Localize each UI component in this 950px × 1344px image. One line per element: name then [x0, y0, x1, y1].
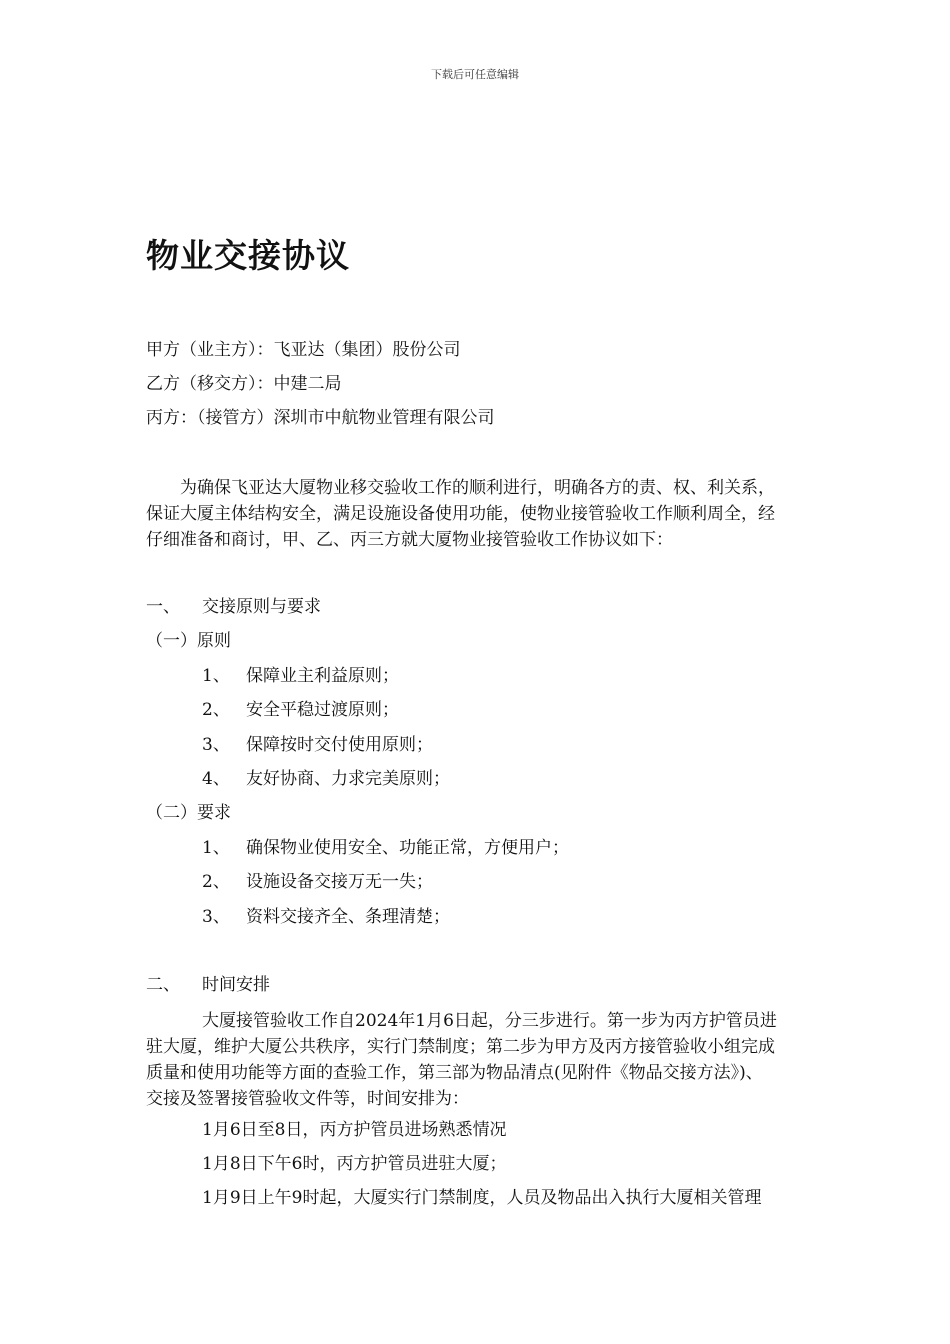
section-2-para-line-3: 质量和使用功能等方面的查验工作，第三部为物品清点(见附件《物品交接方法》)、	[146, 1063, 763, 1083]
section-2-para-line-1: 大厦接管验收工作自2024年1月6日起，分三步进行。第一步为丙方护管员进	[202, 1011, 777, 1031]
section-1-number: 一、	[146, 597, 180, 617]
section-2-para-line-2: 驻大厦，维护大厦公共秩序，实行门禁制度；第二步为甲方及丙方接管验收小组完成	[146, 1037, 775, 1057]
intro-line-1: 为确保飞亚达大厦物业移交验收工作的顺利进行，明确各方的责、权、利关系，	[180, 478, 775, 498]
list-item-text: 安全平稳过渡原则；	[246, 700, 399, 720]
section-2-title: 时间安排	[202, 975, 270, 995]
list-item-number: 2、	[202, 700, 230, 720]
section-2-number: 二、	[146, 975, 180, 995]
party-c: 丙方：（接管方）深圳市中航物业管理有限公司	[146, 408, 495, 428]
list-item	[202, 733, 433, 757]
list-item	[202, 698, 399, 722]
subsection-1-title: （一）原则	[146, 631, 231, 651]
list-item-text: 友好协商、力求完美原则；	[246, 769, 450, 789]
list-item-number: 1、	[202, 838, 230, 858]
list-item-text: 资料交接齐全、条理清楚；	[246, 907, 450, 927]
list-item-number: 4、	[202, 769, 230, 789]
section-1-heading	[146, 595, 321, 619]
party-b: 乙方（移交方）：中建二局	[146, 374, 342, 394]
list-item	[202, 664, 399, 688]
intro-line-2: 保证大厦主体结构安全，满足设施设备使用功能，使物业接管验收工作顺利周全，经	[146, 504, 775, 524]
section-2-para-line-4: 交接及签署接管验收文件等，时间安排为：	[146, 1089, 469, 1109]
schedule-item: 1月8日下午6时，丙方护管员进驻大厦；	[202, 1154, 507, 1174]
subsection-2-title: （二）要求	[146, 803, 231, 823]
list-item	[202, 836, 569, 860]
section-1-title: 交接原则与要求	[202, 597, 321, 617]
section-2-heading	[146, 973, 270, 997]
list-item	[202, 905, 450, 929]
intro-line-3: 仔细准备和商讨，甲、乙、丙三方就大厦物业接管验收工作协议如下：	[146, 530, 673, 550]
list-item-text: 设施设备交接万无一失；	[246, 872, 433, 892]
list-item-text: 确保物业使用安全、功能正常，方便用户；	[246, 838, 569, 858]
list-item-text: 保障业主利益原则；	[246, 666, 399, 686]
list-item-number: 3、	[202, 907, 230, 927]
list-item-number: 2、	[202, 872, 230, 892]
list-item-text: 保障按时交付使用原则；	[246, 735, 433, 755]
list-item	[202, 870, 433, 894]
party-a: 甲方（业主方）：飞亚达（集团）股份公司	[146, 340, 461, 360]
header-note: 下载后可任意编辑	[431, 68, 519, 81]
schedule-item: 1月6日至8日，丙方护管员进场熟悉情况	[202, 1120, 507, 1140]
list-item	[202, 767, 450, 791]
list-item-number: 3、	[202, 735, 230, 755]
document-title: 物业交接协议	[146, 236, 350, 275]
schedule-item: 1月9日上午9时起，大厦实行门禁制度，人员及物品出入执行大厦相关管理	[202, 1188, 762, 1208]
list-item-number: 1、	[202, 666, 230, 686]
